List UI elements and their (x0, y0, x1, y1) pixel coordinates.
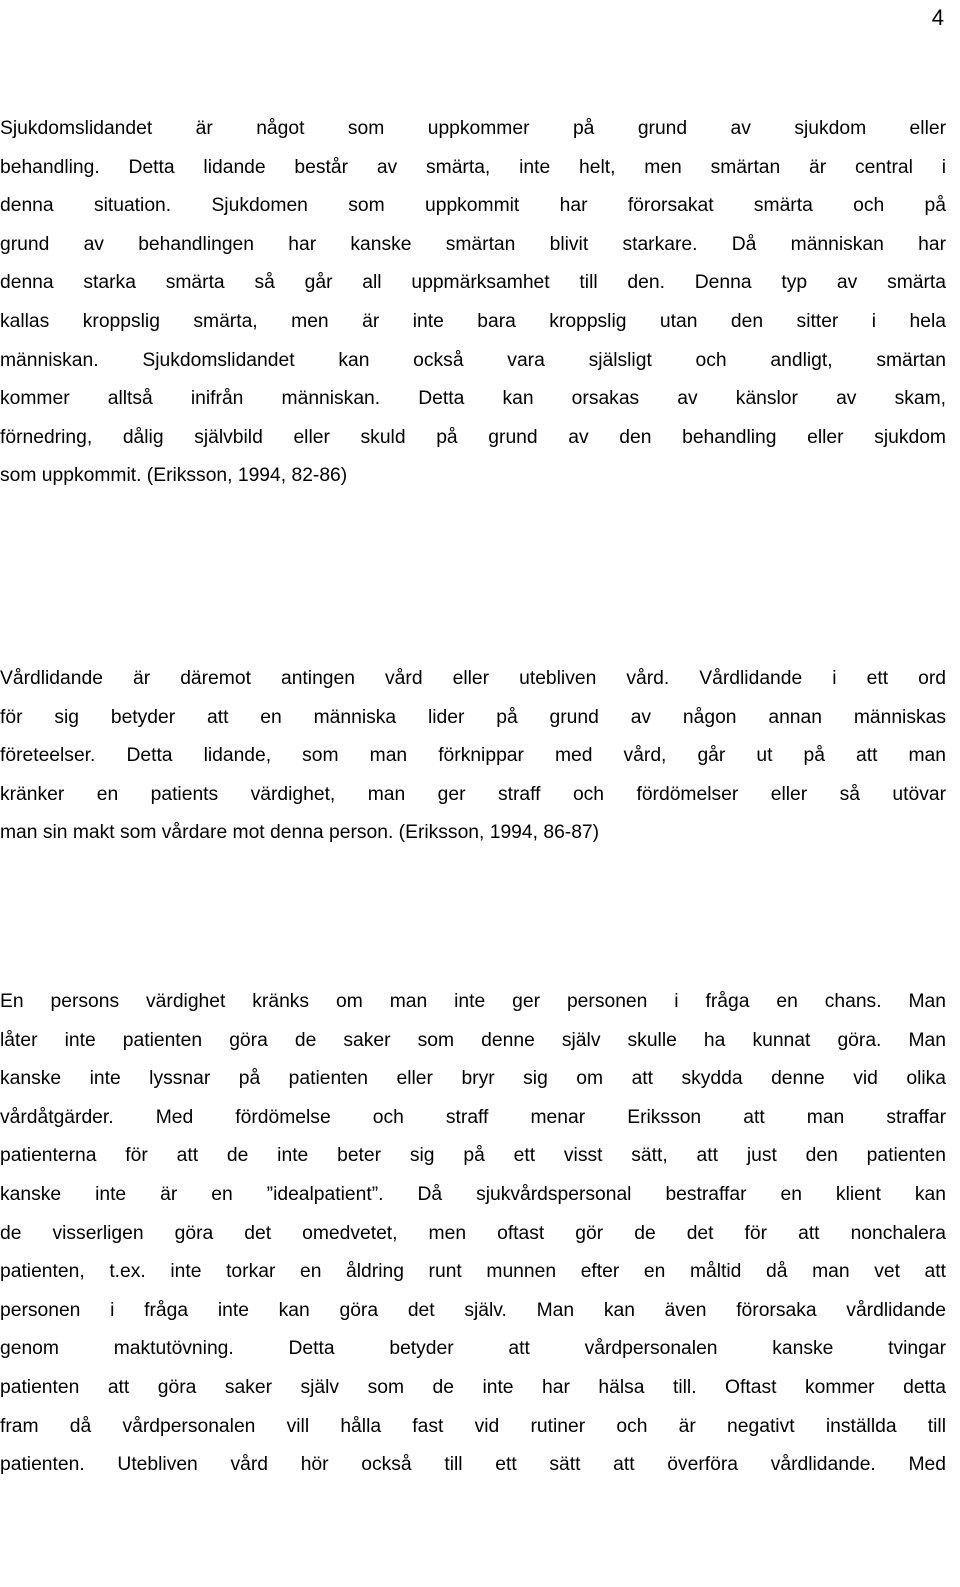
text-line: kommer alltså inifrån människan. Detta kan orsakas av känslor av skam, (0, 388, 946, 410)
text-line: patienten att göra saker själv som de inte har hälsa till. Oftast kommer detta (0, 1376, 946, 1398)
text-line: de visserligen göra det omedvetet, men oftast gör de det för att nonchalera (0, 1222, 946, 1244)
text-line: kanske inte lyssnar på patienten eller bryr sig om att skydda denne vid olika (0, 1068, 946, 1090)
text-line: för sig betyder att en människa lider på grund av någon annan människas (0, 706, 946, 728)
text-line: som uppkommit. (Eriksson, 1994, 82-86) (0, 465, 348, 487)
text-line: man sin makt som vårdare mot denna person. (Eriksson, 1994, 86-87) (0, 822, 600, 844)
text-line: vårdåtgärder. Med fördömelse och straff menar Eriksson att man straffar (0, 1106, 946, 1128)
text-line: patienterna för att de inte beter sig på ett visst sätt, att just den patienten (0, 1145, 946, 1167)
text-line: behandling. Detta lidande består av smärta, inte helt, men smärtan är central i (0, 156, 946, 178)
text-line: patienten. Utebliven vård hör också till ett sätt att överföra vårdlidande. Med (0, 1454, 946, 1476)
text-line: En persons värdighet kränks om man inte ger personen i fråga en chans. Man (0, 991, 946, 1012)
text-line: denna starka smärta så går all uppmärksamhet till den. Denna typ av smärta (0, 272, 946, 294)
text-line: genom maktutövning. Detta betyder att vårdpersonalen kanske tvingar (0, 1338, 946, 1360)
paragraph-vardlidande (0, 660, 946, 853)
text-line: kallas kroppslig smärta, men är inte bara kroppslig utan den sitter i hela (0, 310, 946, 332)
text-line: låter inte patienten göra de saker som denne själv skulle ha kunnat göra. Man (0, 1029, 946, 1051)
text-line: fram då vårdpersonalen vill hålla fast vid rutiner och är negativt inställda till (0, 1415, 946, 1437)
text-line: kanske inte är en ”idealpatient”. Då sjukvårdspersonal bestraffar en klient kan (0, 1183, 946, 1205)
text-line: grund av behandlingen har kanske smärtan blivit starkare. Då människan har (0, 233, 946, 255)
text-line: kränker en patients värdighet, man ger straff och fördömelser eller så utövar (0, 783, 946, 805)
paragraph-sjukdomslidande (0, 110, 946, 496)
text-line: denna situation. Sjukdomen som uppkommit har förorsakat smärta och på (0, 195, 946, 217)
text-line: förnedring, dålig självbild eller skuld på grund av den behandling eller sjukdom (0, 426, 946, 448)
page-number: 4 (931, 5, 944, 30)
paragraph-vardighet (0, 983, 946, 1485)
text-line: Vårdlidande är däremot antingen vård eller utebliven vård. Vårdlidande i ett ord (0, 668, 946, 689)
text-line: personen i fråga inte kan göra det själv. Man kan även förorsaka vårdlidande (0, 1299, 946, 1321)
text-line: människan. Sjukdomslidandet kan också vara själsligt och andligt, smärtan (0, 349, 946, 371)
text-line: patienten, t.ex. inte torkar en åldring runt munnen efter en måltid då man vet att (0, 1261, 946, 1283)
text-line: Sjukdomslidandet är något som uppkommer på grund av sjukdom eller (0, 118, 946, 139)
text-line: företeelser. Detta lidande, som man förknippar med vård, går ut på att man (0, 745, 946, 767)
